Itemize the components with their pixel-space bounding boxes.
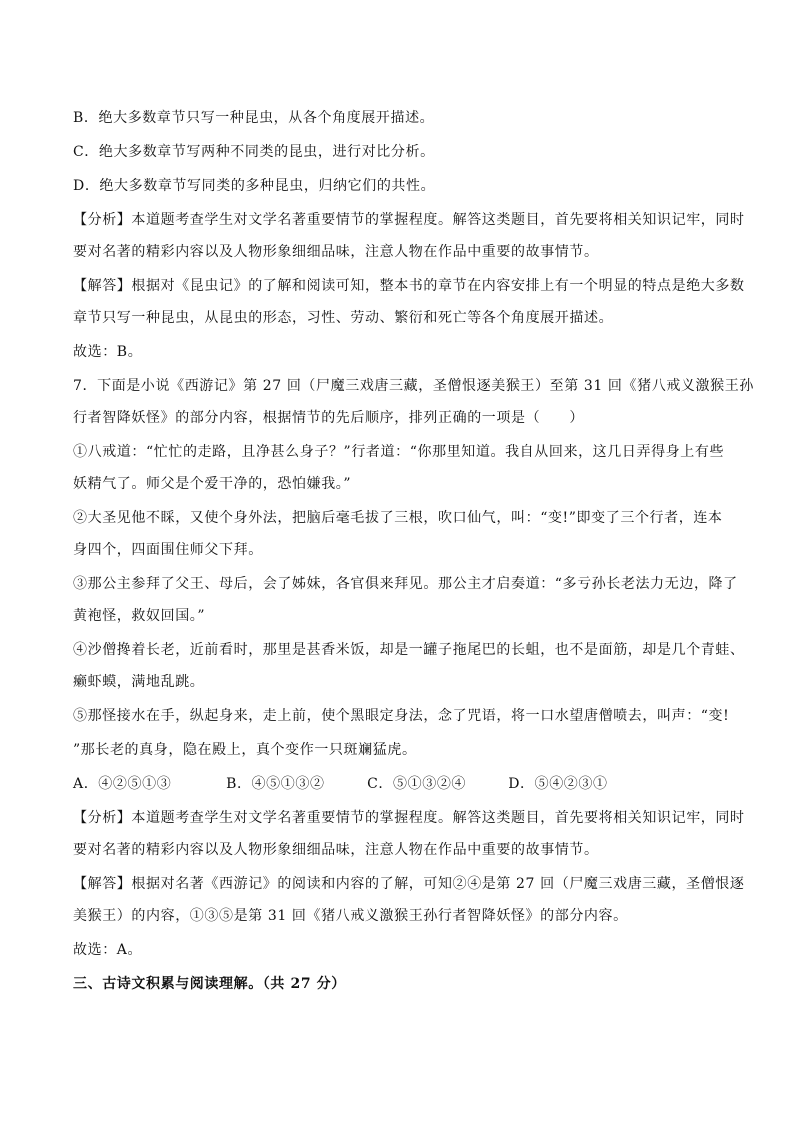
q7-item-3-line-1: ③那公主参拜了父王、母后，会了姊妹，各官俱来拜见。那公主才启奏道：“多亏孙长老法力无边，降了	[73, 576, 738, 592]
q7-item-1-line-2: 妖精气了。师父是个爱干净的，恐怕嫌我。”	[73, 476, 352, 492]
q7-option-d: D．⑤④②③①	[508, 776, 608, 792]
q6-answer-line-2: 章节只写一种昆虫，从昆虫的形态，习性、劳动、繁衍和死亡等各个角度展开描述。	[73, 310, 614, 326]
q6-option-d: D．绝大多数章节写同类的多种昆虫，归纳它们的共性。	[73, 178, 436, 194]
q7-analysis-line-1: 【分析】本道题考查学生对文学名著重要情节的掌握程度。解答这类题目，首先要将相关知识记牢，同时	[73, 810, 745, 826]
q7-analysis-line-2: 要对名著的精彩内容以及人物形象细细品味，注意人物在作品中重要的故事情节。	[73, 842, 599, 858]
q6-option-b: B．绝大多数章节只写一种昆虫，从各个角度展开描述。	[73, 110, 435, 126]
q7-answer-line-2: 美猴王）的内容，①③⑤是第 31 回《猪八戒义激猴王孙行者智降妖怪》的部分内容。	[73, 908, 628, 924]
q7-item-2-line-1: ②大圣见他不睬，又使个身外法，把脑后毫毛拔了三根，吹口仙气，叫：“变!”即变了三个行者，连本	[73, 510, 723, 526]
q6-analysis-line-1: 【分析】本道题考查学生对文学名著重要情节的掌握程度。解答这类题目，首先要将相关知识记牢，同时	[73, 212, 745, 228]
q7-item-5-line-2: ”那长老的真身，隐在殿上，真个变作一只斑斓猛虎。	[73, 742, 417, 758]
q7-item-4-line-2: 癞虾蟆，满地乱跳。	[73, 674, 205, 690]
q6-answer-line-1: 【解答】根据对《昆虫记》的了解和阅读可知，整本书的章节在内容安排上有一个明显的特点是绝大多数	[73, 278, 745, 294]
q7-item-5-line-1: ⑤那怪接水在手，纵起身来，走上前，使个黑眼定身法，念了咒语，将一口水望唐僧喷去，叫声：“变!	[73, 708, 730, 724]
q7-stem-line-1: 7．下面是小说《西游记》第 27 回（尸魔三戏唐三藏，圣僧恨逐美猴王）至第 31 回《猪八戒义激猴王孙	[73, 378, 754, 394]
q6-analysis-line-2: 要对名著的精彩内容以及人物形象细细品味，注意人物在作品中重要的故事情节。	[73, 244, 599, 260]
q6-option-c: C．绝大多数章节写两种不同类的昆虫，进行对比分析。	[73, 144, 435, 160]
q7-item-2-line-2: 身四个，四面围住师父下拜。	[73, 542, 263, 558]
q7-option-a: A．④②⑤①③	[73, 776, 172, 792]
q7-stem-line-2: 行者智降妖怪》的部分内容，根据情节的先后顺序，排列正确的一项是（ ）	[73, 410, 584, 426]
q7-item-4-line-1: ④沙僧搀着长老，近前看时，那里是甚香米饭，却是一罐子拖尾巴的长蛆，也不是面筋，却是几个青蛙、	[73, 642, 745, 658]
q7-options	[73, 774, 733, 794]
q6-choice: 故选：B。	[73, 344, 143, 360]
q7-answer-line-1: 【解答】根据对名著《西游记》的阅读和内容的了解，可知②④是第 27 回（尸魔三戏唐三藏，圣僧恨逐	[73, 876, 745, 892]
q7-option-b: B．④⑤①③②	[226, 776, 325, 792]
q7-option-c: C．⑤①③②④	[367, 776, 467, 792]
q7-choice: 故选：A。	[73, 942, 143, 958]
q7-item-3-line-2: 黄袍怪，救奴回国。”	[73, 608, 206, 624]
q7-item-1-line-1: ①八戒道：“忙忙的走路，且净甚么身子？”行者道：“你那里知道。我自从回来，这几日弄得身上有些	[73, 444, 725, 460]
section-3-heading: 三、古诗文积累与阅读理解。（共 27 分）	[73, 976, 346, 992]
